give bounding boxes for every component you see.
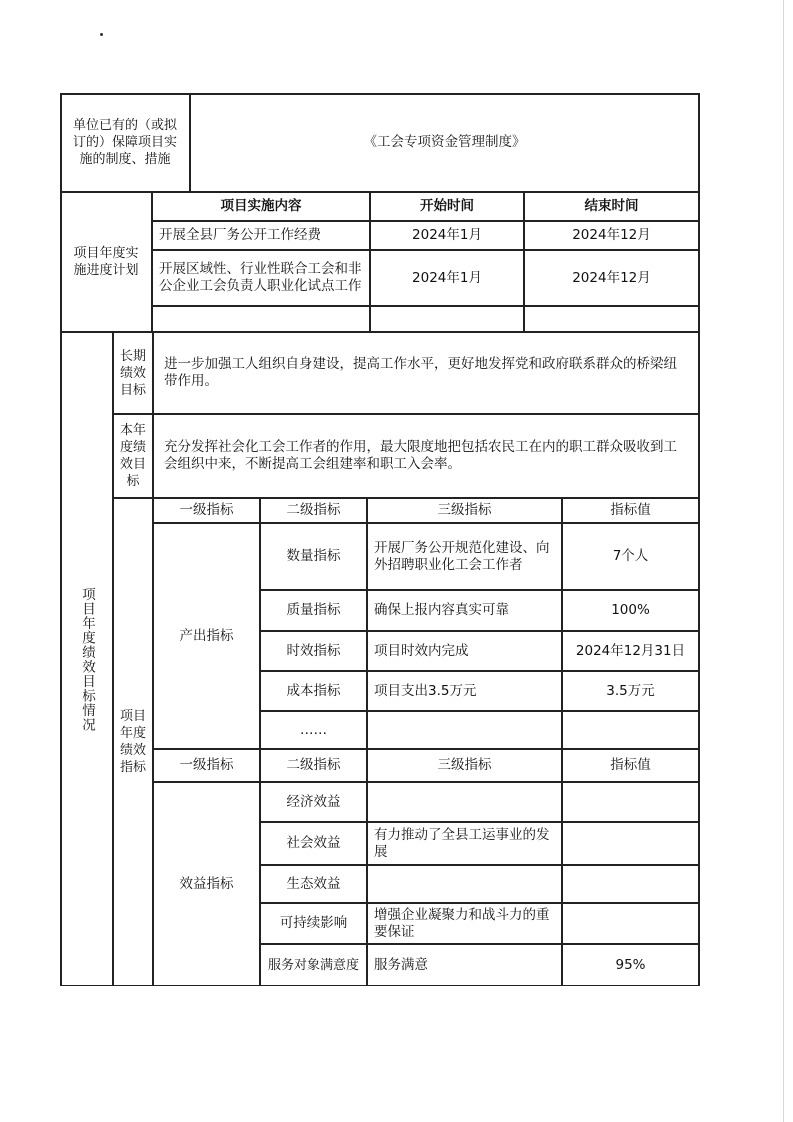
output-header-level2: 二级指标	[260, 498, 367, 523]
progress-row-3-end	[524, 306, 699, 332]
output-row-5-value	[562, 711, 699, 749]
benefit-header-level3: 三级指标	[367, 749, 562, 782]
output-header-level1: 一级指标	[153, 498, 260, 523]
benefit-row-1-level2: 经济效益	[260, 782, 367, 822]
benefit-row-5-value: 95%	[562, 944, 699, 986]
progress-header-start: 开始时间	[370, 192, 524, 221]
progress-row-1-start: 2024年1月	[370, 221, 524, 250]
performance-label: 项目年度绩效目标情况	[79, 586, 95, 732]
output-row-1-level2: 数量指标	[260, 523, 367, 590]
output-row-5-level3	[367, 711, 562, 749]
output-row-3-level3: 项目时效内完成	[367, 631, 562, 671]
benefit-row-5-level3: 服务满意	[367, 944, 562, 986]
output-row-1-level3: 开展厂务公开规范化建设、向外招聘职业化工会工作者	[367, 523, 562, 590]
annual-label: 本年度绩效目标	[113, 414, 153, 498]
benefit-header-value: 指标值	[562, 749, 699, 782]
progress-header-end: 结束时间	[524, 192, 699, 221]
output-row-4-level2: 成本指标	[260, 671, 367, 711]
progress-row-2-content: 开展区域性、行业性联合工会和非公企业工会负责人职业化试点工作	[152, 250, 370, 306]
benefit-row-2-level3: 有力推动了全县工运事业的发展	[367, 822, 562, 865]
benefit-level1: 效益指标	[153, 782, 260, 986]
table-right-border	[698, 93, 700, 986]
performance-label-cell	[60, 332, 113, 986]
benefit-row-5-level2: 服务对象满意度	[260, 944, 367, 986]
progress-row-3-content	[152, 306, 370, 332]
benefit-row-1-value	[562, 782, 699, 822]
output-row-3-value: 2024年12月31日	[562, 631, 699, 671]
benefit-row-2-value	[562, 822, 699, 865]
benefit-row-3-level2: 生态效益	[260, 865, 367, 903]
output-row-4-value: 3.5万元	[562, 671, 699, 711]
progress-row-2-start: 2024年1月	[370, 250, 524, 306]
output-header-level3: 三级指标	[367, 498, 562, 523]
benefit-header-level1: 一级指标	[153, 749, 260, 782]
benefit-row-3-level3	[367, 865, 562, 903]
output-level1: 产出指标	[153, 523, 260, 749]
output-row-2-value: 100%	[562, 590, 699, 631]
benefit-row-4-value	[562, 903, 699, 944]
benefit-row-4-level3: 增强企业凝聚力和战斗力的重要保证	[367, 903, 562, 944]
progress-row-3-start	[370, 306, 524, 332]
output-row-2-level3: 确保上报内容真实可靠	[367, 590, 562, 631]
output-header-value: 指标值	[562, 498, 699, 523]
output-row-3-level2: 时效指标	[260, 631, 367, 671]
progress-row-1-end: 2024年12月	[524, 221, 699, 250]
progress-plan-label: 项目年度实施进度计划	[60, 192, 152, 332]
indicators-label: 项目年度绩效指标	[113, 498, 153, 986]
output-row-4-level3: 项目支出3.5万元	[367, 671, 562, 711]
benefit-header-level2: 二级指标	[260, 749, 367, 782]
measures-value: 《工会专项资金管理制度》	[190, 93, 699, 192]
benefit-row-3-value	[562, 865, 699, 903]
benefit-row-2-level2: 社会效益	[260, 822, 367, 865]
output-row-1-value: 7个人	[562, 523, 699, 590]
long-term-text: 进一步加强工人组织自身建设，提高工作水平，更好地发挥党和政府联系群众的桥梁纽带作用。	[153, 332, 699, 414]
scan-edge	[783, 0, 784, 1122]
progress-row-2-end: 2024年12月	[524, 250, 699, 306]
progress-row-1-content: 开展全县厂务公开工作经费	[152, 221, 370, 250]
progress-header-content: 项目实施内容	[152, 192, 370, 221]
benefit-row-4-level2: 可持续影响	[260, 903, 367, 944]
long-term-label: 长期绩效目标	[113, 332, 153, 414]
output-row-2-level2: 质量指标	[260, 590, 367, 631]
output-row-5-level2: ……	[260, 711, 367, 749]
benefit-row-1-level3	[367, 782, 562, 822]
table-top-border	[60, 93, 699, 95]
table-left-border	[60, 93, 62, 986]
measures-label: 单位已有的（或拟订的）保障项目实施的制度、措施	[60, 93, 190, 192]
scan-dot	[100, 33, 103, 36]
annual-text: 充分发挥社会化工会工作者的作用，最大限度地把包括农民工在内的职工群众吸收到工会组织中来，不断提高工会组建率和职工入会率。	[153, 414, 699, 498]
